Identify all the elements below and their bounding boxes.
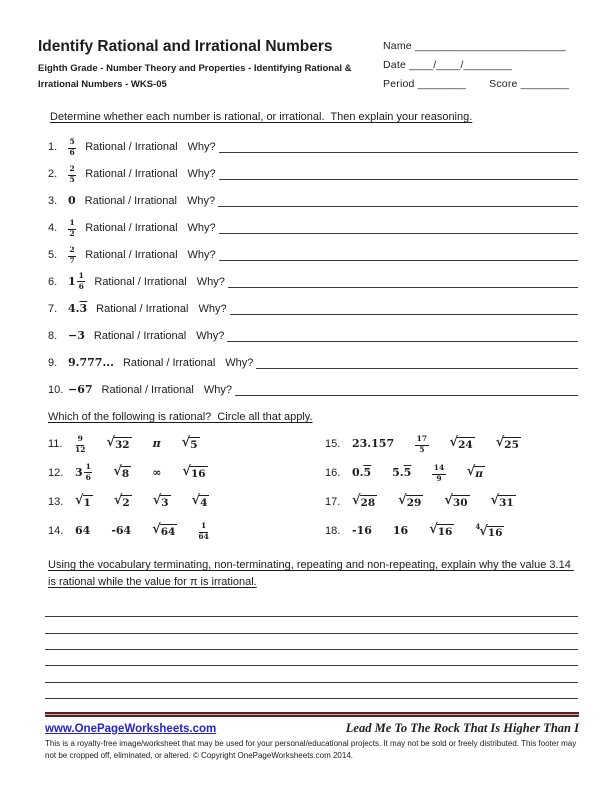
math-plain: -64 xyxy=(111,523,132,537)
period-score-row xyxy=(383,78,578,90)
fraction-numerator: 14 xyxy=(432,464,445,474)
choice-item xyxy=(450,437,475,450)
fraction-numerator: 1 xyxy=(199,522,207,532)
rational-irrational-label: Rational / Irrational xyxy=(94,275,187,288)
question-row xyxy=(48,133,578,160)
question-value xyxy=(68,272,85,291)
choice-item xyxy=(111,525,131,537)
choice-row xyxy=(48,516,325,545)
radical-icon: √ xyxy=(113,493,123,508)
rational-irrational-label: Rational / Irrational xyxy=(101,383,194,396)
choice-item xyxy=(106,437,131,450)
radicand: 8 xyxy=(121,467,130,480)
choice-item xyxy=(491,495,516,508)
question-value xyxy=(68,303,87,315)
math-frac xyxy=(432,464,445,483)
choice-item xyxy=(114,495,132,508)
math-plain: ∞ xyxy=(152,465,162,479)
choice-item xyxy=(415,432,428,454)
fraction-denominator: 9 xyxy=(436,474,442,483)
section3-instruction: Using the vocabulary terminating, non-terminating, repeating and non-repeating, explain why the value 3.14 is rational while the value for π is irrational. xyxy=(48,559,574,589)
choice-item xyxy=(113,466,131,479)
choice-item xyxy=(352,438,394,450)
choice-item xyxy=(392,467,411,479)
fraction-numerator: 1 xyxy=(68,219,76,229)
math-plain: π xyxy=(152,436,161,450)
radical-icon: √ xyxy=(152,522,161,537)
question-value xyxy=(68,162,76,184)
fraction xyxy=(68,138,76,157)
choice-item xyxy=(153,495,171,508)
choice-items xyxy=(75,432,200,454)
choice-item xyxy=(352,495,377,508)
choice-item xyxy=(75,432,85,454)
radical-icon: √ xyxy=(495,435,505,450)
radical-icon: √ xyxy=(429,522,438,537)
choice-number: 12. xyxy=(48,466,64,479)
radicand: π xyxy=(475,467,483,480)
fraction-numerator: 2 xyxy=(68,246,76,256)
question-number: 7. xyxy=(48,302,58,315)
math-sqrt xyxy=(496,437,521,450)
radical-icon: √ xyxy=(479,523,488,539)
fraction xyxy=(415,435,428,454)
math-sqrt xyxy=(113,466,131,479)
answer-line xyxy=(45,683,578,699)
rational-irrational-label: Rational / Irrational xyxy=(84,194,177,207)
why-answer-line xyxy=(219,260,578,261)
fraction xyxy=(198,522,208,541)
why-label: Why? xyxy=(187,248,216,261)
math-sqrt xyxy=(444,495,469,508)
title-block xyxy=(38,38,373,97)
page-title: Identify Rational and Irrational Numbers xyxy=(38,38,333,55)
math-frac xyxy=(198,522,208,541)
choice-row xyxy=(48,487,325,516)
question-number: 8. xyxy=(48,329,58,342)
choice-item xyxy=(198,519,208,541)
fraction-denominator: 6 xyxy=(78,281,84,291)
fraction xyxy=(77,272,85,291)
fraction xyxy=(68,165,76,184)
math-rep: 4. 3 xyxy=(68,301,88,315)
math-sqrt xyxy=(182,466,207,479)
why-answer-line xyxy=(227,341,578,342)
why-answer-line xyxy=(219,233,578,234)
radicand: 16 xyxy=(487,527,503,539)
math-sqrt xyxy=(152,524,177,537)
radical-icon: √ xyxy=(113,464,122,479)
why-label: Why? xyxy=(196,329,225,342)
radicand: 32 xyxy=(114,438,130,451)
choice-items xyxy=(75,495,209,508)
fraction-denominator: 5 xyxy=(419,445,425,454)
math-sqrt xyxy=(153,495,171,508)
root-degree: 4 xyxy=(475,521,481,531)
rational-irrational-label: Rational / Irrational xyxy=(96,302,189,315)
rational-irrational-label: Rational / Irrational xyxy=(85,221,178,234)
choice-item xyxy=(75,463,92,482)
choice-row xyxy=(48,458,325,487)
rational-irrational-label: Rational / Irrational xyxy=(93,329,187,342)
fraction xyxy=(75,435,85,454)
choice-item xyxy=(475,523,504,539)
choice-item xyxy=(496,437,521,450)
why-label: Why? xyxy=(187,167,216,180)
radical-icon: √ xyxy=(106,435,115,450)
why-answer-line xyxy=(230,314,578,315)
math-plain: -16 xyxy=(352,523,372,537)
why-label: Why? xyxy=(198,302,227,315)
question-value xyxy=(68,135,76,157)
period-field: Period ________ xyxy=(383,78,466,90)
fraction xyxy=(84,463,92,482)
choice-items xyxy=(352,461,485,483)
fraction xyxy=(68,246,76,265)
choice-row xyxy=(325,487,578,516)
question-row xyxy=(48,241,578,268)
website-link[interactable]: www.OnePageWorksheets.com xyxy=(45,723,217,735)
footer-quote: Lead Me To The Rock That Is Higher Than I xyxy=(345,721,579,735)
choice-item xyxy=(182,437,200,450)
radicand: 16 xyxy=(437,525,453,538)
math-rep: 5. 5 xyxy=(392,465,412,479)
why-label: Why? xyxy=(187,221,216,234)
fraction-denominator: 64 xyxy=(198,532,209,541)
math-plain: 23.157 xyxy=(352,436,395,450)
radical-icon: √ xyxy=(75,493,84,508)
page-subtitle: Eighth Grade - Number Theory and Properties - Identifying Rational & Irrational Numbers - WKS-05 xyxy=(38,63,352,91)
math-plain: −3 xyxy=(68,328,85,342)
fraction-numerator: 9 xyxy=(76,435,84,445)
radical-icon: √ xyxy=(490,493,500,508)
question-number: 4. xyxy=(48,221,58,234)
why-label: Why? xyxy=(186,194,216,207)
answer-line xyxy=(45,666,578,682)
math-sqrt xyxy=(182,437,200,450)
math-plain: −67 xyxy=(68,382,93,396)
question-number: 1. xyxy=(48,140,58,153)
math-sqrt xyxy=(106,437,131,450)
radical-icon: √ xyxy=(152,493,162,508)
question-number: 10. xyxy=(48,383,64,396)
question-row xyxy=(48,214,578,241)
question-number: 9. xyxy=(48,356,58,369)
choice-item xyxy=(432,461,445,483)
fraction-denominator: 6 xyxy=(69,148,75,157)
why-label: Why? xyxy=(187,140,216,153)
question-value xyxy=(68,330,85,342)
math-frac xyxy=(415,435,428,454)
question-row xyxy=(48,187,578,214)
question-value xyxy=(68,357,114,369)
math-frac xyxy=(68,219,76,238)
radicand: 31 xyxy=(499,496,514,509)
choice-items xyxy=(75,463,208,482)
math-sqrt xyxy=(114,495,132,508)
question-row xyxy=(48,160,578,187)
radicand: 4 xyxy=(200,496,208,509)
math-sqrt xyxy=(429,524,454,537)
question-number: 6. xyxy=(48,275,58,288)
student-fields xyxy=(383,38,578,97)
question-row xyxy=(48,376,578,403)
question-row xyxy=(48,295,578,322)
radicand: 30 xyxy=(452,496,468,509)
choice-number: 14. xyxy=(48,524,64,537)
question-row xyxy=(48,268,578,295)
answer-line xyxy=(45,601,578,617)
question-value xyxy=(68,384,93,396)
choice-item xyxy=(192,495,210,508)
radicand: 64 xyxy=(160,525,176,538)
radicand: 3 xyxy=(161,496,169,509)
radicand: 25 xyxy=(504,438,519,451)
choices-left-column xyxy=(48,429,325,545)
fraction xyxy=(432,464,445,483)
choice-number: 15. xyxy=(325,437,341,450)
radicand: 28 xyxy=(360,496,376,509)
choice-item xyxy=(352,525,372,537)
choice-item xyxy=(152,524,177,537)
choice-item xyxy=(467,466,485,479)
radical-icon: √ xyxy=(466,464,476,479)
math-plain: 0 xyxy=(68,193,76,207)
rational-irrational-label: Rational / Irrational xyxy=(85,140,178,153)
radicand: 1 xyxy=(83,496,91,509)
fraction-numerator: 17 xyxy=(415,435,428,445)
math-frac xyxy=(68,246,76,265)
radicand: 2 xyxy=(122,496,130,509)
question-value xyxy=(68,195,76,207)
choice-item xyxy=(152,467,161,479)
radicand: 29 xyxy=(406,496,422,509)
why-answer-line xyxy=(228,287,578,288)
why-answer-line xyxy=(219,152,578,153)
math-sqrt xyxy=(467,466,485,479)
math-plain: 9.777... xyxy=(68,355,114,369)
fraction-denominator: 12 xyxy=(75,445,86,454)
choices-section xyxy=(48,429,578,545)
footer-bar xyxy=(45,712,579,717)
radical-icon: √ xyxy=(191,493,201,508)
fraction-denominator: 2 xyxy=(69,229,75,238)
radicand: 24 xyxy=(458,438,473,451)
math-frac xyxy=(75,435,85,454)
choice-number: 17. xyxy=(325,495,341,508)
choice-row xyxy=(325,429,578,458)
math-mixed xyxy=(68,272,85,291)
date-field: Date ____/____/________ xyxy=(383,59,512,71)
fraction-denominator: 6 xyxy=(85,472,91,482)
score-field: Score ________ xyxy=(489,78,569,90)
radical-icon: √ xyxy=(182,464,191,479)
choices-right-column xyxy=(325,429,578,545)
mixed-whole-number: 3 xyxy=(75,466,83,479)
why-label: Why? xyxy=(225,356,254,369)
why-label: Why? xyxy=(203,383,232,396)
choice-items xyxy=(75,519,209,541)
questions-list xyxy=(48,133,578,403)
radicand: 5 xyxy=(190,438,198,451)
math-rep: 0. 5 xyxy=(352,465,372,479)
name-field: Name _________________________ xyxy=(383,40,566,52)
fraction-numerator: 1 xyxy=(77,272,85,282)
choice-row xyxy=(325,458,578,487)
choice-items xyxy=(352,432,521,454)
math-sqrt xyxy=(75,495,93,508)
repeating-digit: 3 xyxy=(79,301,88,315)
answer-lines xyxy=(45,601,578,699)
radical-icon: √ xyxy=(444,493,453,508)
fraction-denominator: 5 xyxy=(69,175,75,184)
choice-item xyxy=(75,525,90,537)
math-plain: 64 xyxy=(75,523,91,537)
math-sqrt xyxy=(192,495,210,508)
choice-item xyxy=(429,524,454,537)
question-number: 3. xyxy=(48,194,58,207)
question-row xyxy=(48,322,578,349)
question-number: 5. xyxy=(48,248,58,261)
fraction xyxy=(68,219,76,238)
choice-item xyxy=(75,495,93,508)
fraction-numerator: 5 xyxy=(68,138,76,148)
question-value xyxy=(68,243,76,265)
radical-icon: √ xyxy=(449,435,459,450)
choice-number: 13. xyxy=(48,495,64,508)
choice-items xyxy=(352,523,504,539)
answer-line xyxy=(45,650,578,666)
why-answer-line xyxy=(219,179,578,180)
radical-icon: √ xyxy=(181,435,191,450)
why-answer-line xyxy=(235,395,578,396)
choice-number: 18. xyxy=(325,524,341,537)
choice-items xyxy=(352,495,516,508)
question-number: 2. xyxy=(48,167,58,180)
math-frac xyxy=(68,138,76,157)
repeating-digit: 5 xyxy=(363,465,372,479)
repeating-digit: 5 xyxy=(403,465,412,479)
radical-icon: √ xyxy=(352,493,361,508)
radicand: 16 xyxy=(190,467,206,480)
why-answer-line xyxy=(256,368,578,369)
math-sqrt xyxy=(352,495,377,508)
choice-row xyxy=(325,516,578,545)
math-sqrt xyxy=(450,437,475,450)
footer-disclaimer: This is a royalty-free image/worksheet that may be used for your personal/educational projects. It may not be sold or freely distributed. This footer may not be cropped off, eliminated, or altered. © Copyright OnePageWorksheets.com 2014. xyxy=(45,739,577,761)
radical-icon: √ xyxy=(398,493,407,508)
choice-item xyxy=(444,495,469,508)
answer-line xyxy=(45,617,578,633)
math-root xyxy=(475,521,504,539)
footer xyxy=(45,712,579,763)
math-frac xyxy=(68,165,76,184)
choice-item xyxy=(398,495,423,508)
choice-row xyxy=(48,429,325,458)
section1-instruction: Determine whether each number is rational, or irrational. Then explain your reasoning. xyxy=(50,111,473,123)
choice-number: 16. xyxy=(325,466,341,479)
choice-number: 11. xyxy=(48,437,63,450)
why-label: Why? xyxy=(196,275,225,288)
question-row xyxy=(48,349,578,376)
choice-item xyxy=(153,438,161,450)
choice-item xyxy=(352,467,371,479)
math-plain: 16 xyxy=(392,523,409,537)
fraction-numerator: 2 xyxy=(68,165,76,175)
choice-item xyxy=(182,466,207,479)
math-sqrt xyxy=(398,495,423,508)
fraction-numerator: 1 xyxy=(84,463,92,473)
footer-link-row xyxy=(45,721,579,736)
mixed-whole-number: 1 xyxy=(68,275,76,288)
answer-line xyxy=(45,634,578,650)
header xyxy=(38,38,578,97)
math-mixed xyxy=(75,463,92,482)
math-sqrt xyxy=(491,495,516,508)
why-answer-line xyxy=(218,206,578,207)
rational-irrational-label: Rational / Irrational xyxy=(122,356,216,369)
question-value xyxy=(68,216,76,238)
rational-irrational-label: Rational / Irrational xyxy=(85,167,178,180)
rational-irrational-label: Rational / Irrational xyxy=(85,248,178,261)
fraction-denominator: 7 xyxy=(69,256,75,265)
choice-item xyxy=(393,525,408,537)
section2-instruction: Which of the following is rational? Circle all that apply. xyxy=(48,411,313,423)
